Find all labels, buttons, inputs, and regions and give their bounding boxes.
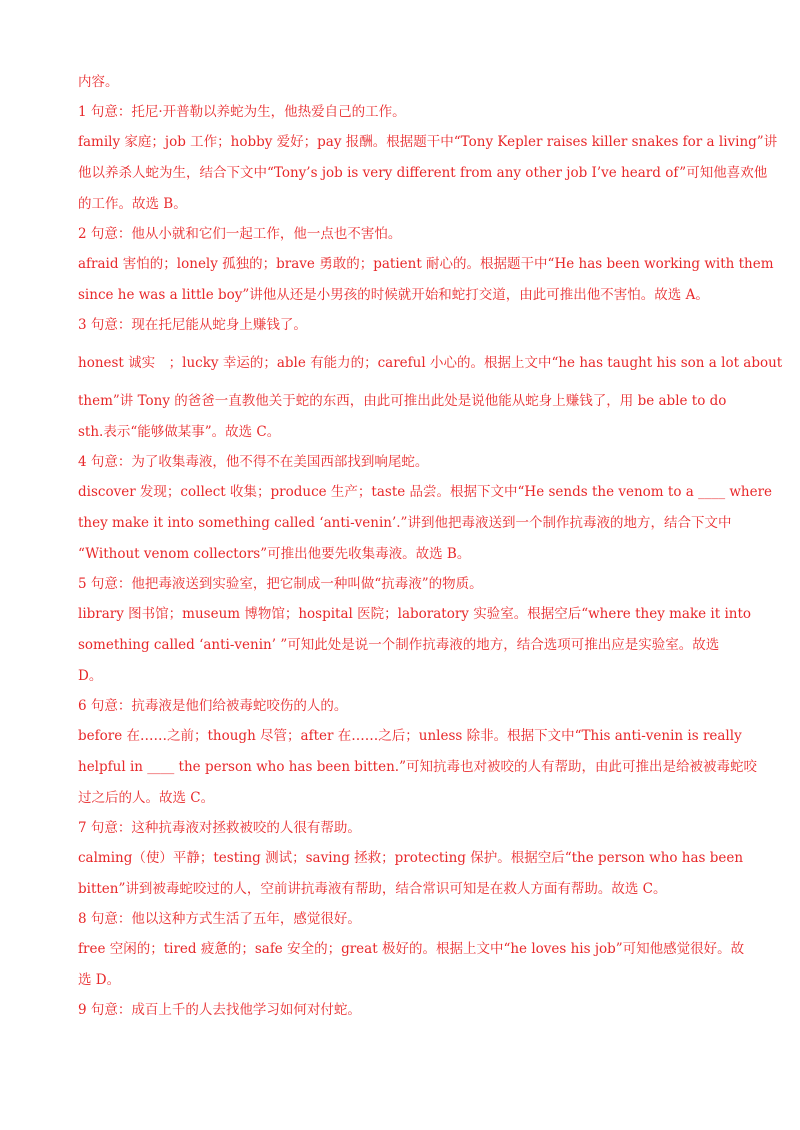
question-7-meaning: 7 句意：这种抗毒液对拯救被咬的人很有帮助。 [78,820,361,836]
text-line: D。 [78,668,103,684]
question-9-meaning: 9 句意：成百上千的人去找他学习如何对付蛇。 [78,1002,361,1018]
text-line: helpful in ____ the person who has been bitten.”可知抗毒也对被咬的人有帮助，由此可推出是给被被毒蛇咬 [78,759,757,775]
text-line: 的工作。故选 B。 [78,196,187,212]
text-line: bitten”讲到被毒蛇咬过的人，空前讲抗毒液有帮助，结合常识可知是在救人方面有帮助。故选 C。 [78,881,667,897]
text-line: before 在……之前；though 尽管；after 在……之后；unless 除非。根据下文中“This anti-venin is really [78,728,742,744]
question-8-meaning: 8 句意：他以这种方式生活了五年，感觉很好。 [78,911,361,927]
text-line: honest 诚实 ；lucky 幸运的；able 有能力的；careful 小心的。根据上文中“he has taught his son a lot about [78,355,783,371]
text-line: since he was a little boy”讲他从还是小男孩的时候就开始和蛇打交道，由此可推出他不害怕。故选 A。 [78,287,709,303]
text-line: 他以养杀人蛇为生，结合下文中“Tony’s job is very different from any other job I’ve heard of”可知他喜欢他 [78,165,768,181]
text-line: family 家庭；job 工作；hobby 爱好；pay 报酬。根据题干中“Tony Kepler raises killer snakes for a living”讲 [78,134,778,150]
question-3-meaning: 3 句意：现在托尼能从蛇身上赚钱了。 [78,317,307,333]
text-line: them”讲 Tony 的爸爸一直教他关于蛇的东西，由此可推出此处是说他能从蛇身上赚钱了，用 be able to do [78,393,727,409]
text-line: library 图书馆；museum 博物馆；hospital 医院；laboratory 实验室。根据空后“where they make it into [78,606,752,622]
text-line: 内容。 [78,74,119,90]
text-line: afraid 害怕的；lonely 孤独的；brave 勇敢的；patient 耐心的。根据题干中“He has been working with them [78,256,774,272]
question-2-meaning: 2 句意：他从小就和它们一起工作，他一点也不害怕。 [78,226,402,242]
text-line: sth.表示“能够做某事”。故选 C。 [78,424,281,440]
text-line: “Without venom collectors”可推出他要先收集毒液。故选 B。 [78,546,471,562]
question-6-meaning: 6 句意：抗毒液是他们给被毒蛇咬伤的人的。 [78,698,348,714]
question-5-meaning: 5 句意：他把毒液送到实验室，把它制成一种叫做“抗毒液”的物质。 [78,576,483,592]
question-1-meaning: 1 句意：托尼·开普勒以养蛇为生，他热爱自己的工作。 [78,104,406,120]
text-line: calming（使）平静；testing 测试；saving 拯救；protecting 保护。根据空后“the person who has been [78,850,744,866]
text-line: 过之后的人。故选 C。 [78,790,215,806]
answer-explanation-text [78,72,783,1020]
text-line: discover 发现；collect 收集；produce 生产；taste 品尝。根据下文中“He sends the venom to a ____ where [78,484,773,500]
text-line: they make it into something called ‘anti-venin’.”讲到他把毒液送到一个制作抗毒液的地方，结合下文中 [78,515,732,531]
text-line: free 空闲的；tired 疲惫的；safe 安全的；great 极好的。根据上文中“he loves his job”可知他感觉很好。故 [78,941,745,957]
text-line: 选 D。 [78,972,121,988]
question-4-meaning: 4 句意：为了收集毒液，他不得不在美国西部找到响尾蛇。 [78,454,429,470]
text-line: something called ‘anti-venin’ ”可知此处是说一个制作抗毒液的地方，结合选项可推出应是实验室。故选 [78,637,720,653]
